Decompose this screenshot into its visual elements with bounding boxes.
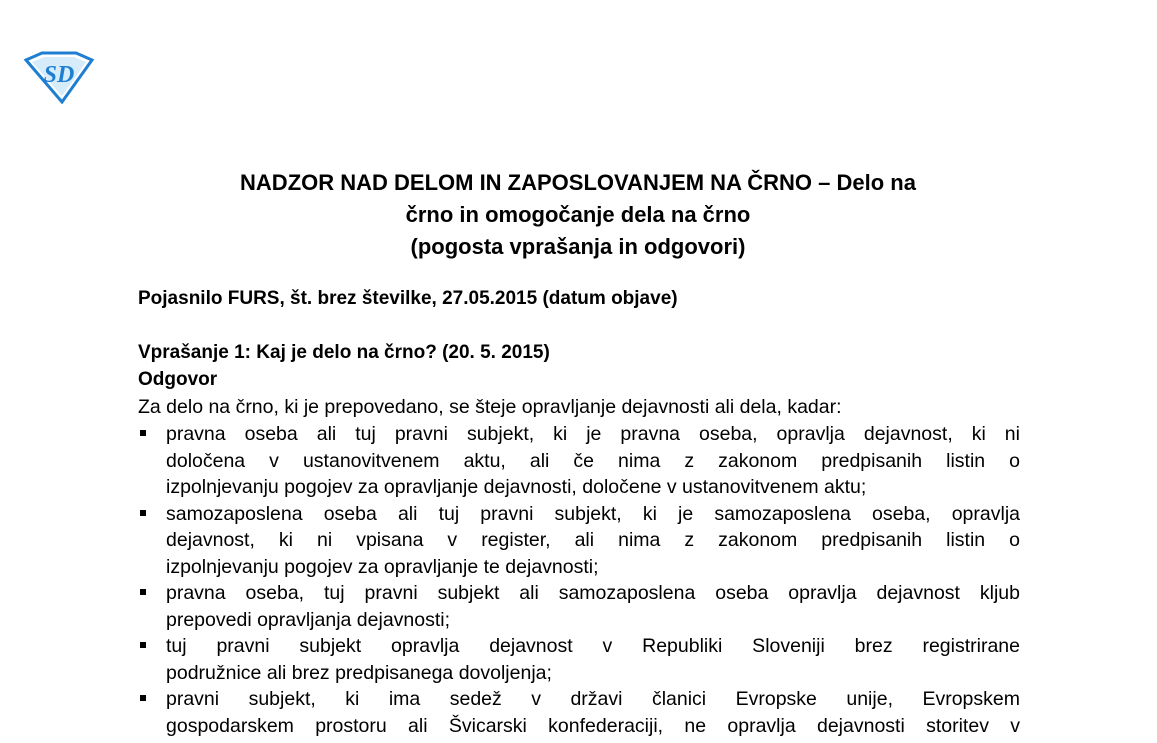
list-item-line: izpolnjevanju pogojev za opravljanje dejavnosti, določene v ustanovitvenem aktu;: [166, 476, 867, 498]
title-line-1: NADZOR NAD DELOM IN ZAPOSLOVANJEM NA ČRNO – Delo na: [240, 170, 916, 195]
question-heading: Vprašanje 1: Kaj je delo na črno? (20. 5. 2015): [138, 342, 550, 363]
bullet-square-icon: [140, 695, 146, 701]
sd-shield-logo-icon: [22, 50, 96, 104]
answer-label: Odgovor: [138, 369, 218, 390]
list-item-line: samozaposlena oseba ali tuj pravni subjekt, ki je samozaposlena oseba, opravlja: [166, 502, 1020, 525]
svg-text:SD: SD: [43, 62, 75, 88]
document-title: [130, 167, 1026, 263]
list-item: [138, 501, 1020, 581]
list-item: [138, 633, 1020, 686]
list-item-line: podružnice ali brez predpisanega dovoljenja;: [166, 661, 552, 684]
title-line-2: črno in omogočanje dela na črno: [405, 202, 751, 227]
bullet-square-icon: [140, 589, 146, 595]
answer-intro: Za delo na črno, ki je prepovedano, se šteje opravljanje dejavnosti ali dela, kadar:: [138, 396, 842, 418]
bullet-square-icon: [140, 510, 146, 516]
list-item-line: dejavnost, ki ni vpisana v register, ali nima z zakonom predpisanih listin o: [166, 529, 1020, 551]
bullet-list: [138, 421, 1020, 739]
list-item-line: določena v ustanovitvenem aktu, ali če nima z zakonom predpisanih listin o: [166, 449, 1020, 472]
bullet-square-icon: [140, 642, 146, 648]
list-item-line: pravna oseba ali tuj pravni subjekt, ki je pravna oseba, opravlja dejavnost, ki ni: [166, 423, 1020, 445]
title-line-3: (pogosta vprašanja in odgovori): [410, 234, 746, 259]
list-item-line: pravni subjekt, ki ima sedež v državi članici Evropske unije, Evropskem: [166, 688, 1020, 710]
list-item-line: tuj pravni subjekt opravlja dejavnost v Republiki Sloveniji brez registrirane: [166, 635, 1020, 657]
list-item: [138, 686, 1020, 739]
list-item-line: gospodarskem prostoru ali Švicarski konfederaciji, ne opravlja dejavnosti storitev v: [166, 714, 1020, 737]
bullet-square-icon: [140, 430, 146, 436]
list-item-line: pravna oseba, tuj pravni subjekt ali samozaposlena oseba opravlja dejavnost kljub: [166, 582, 1020, 604]
list-item-line: izpolnjevanju pogojev za opravljanje te dejavnosti;: [166, 555, 599, 578]
source-note: Pojasnilo FURS, št. brez številke, 27.05.2015 (datum objave): [138, 288, 678, 309]
list-item-line: prepovedi opravljanja dejavnosti;: [166, 608, 451, 631]
list-item: [138, 580, 1020, 633]
list-item: [138, 421, 1020, 501]
